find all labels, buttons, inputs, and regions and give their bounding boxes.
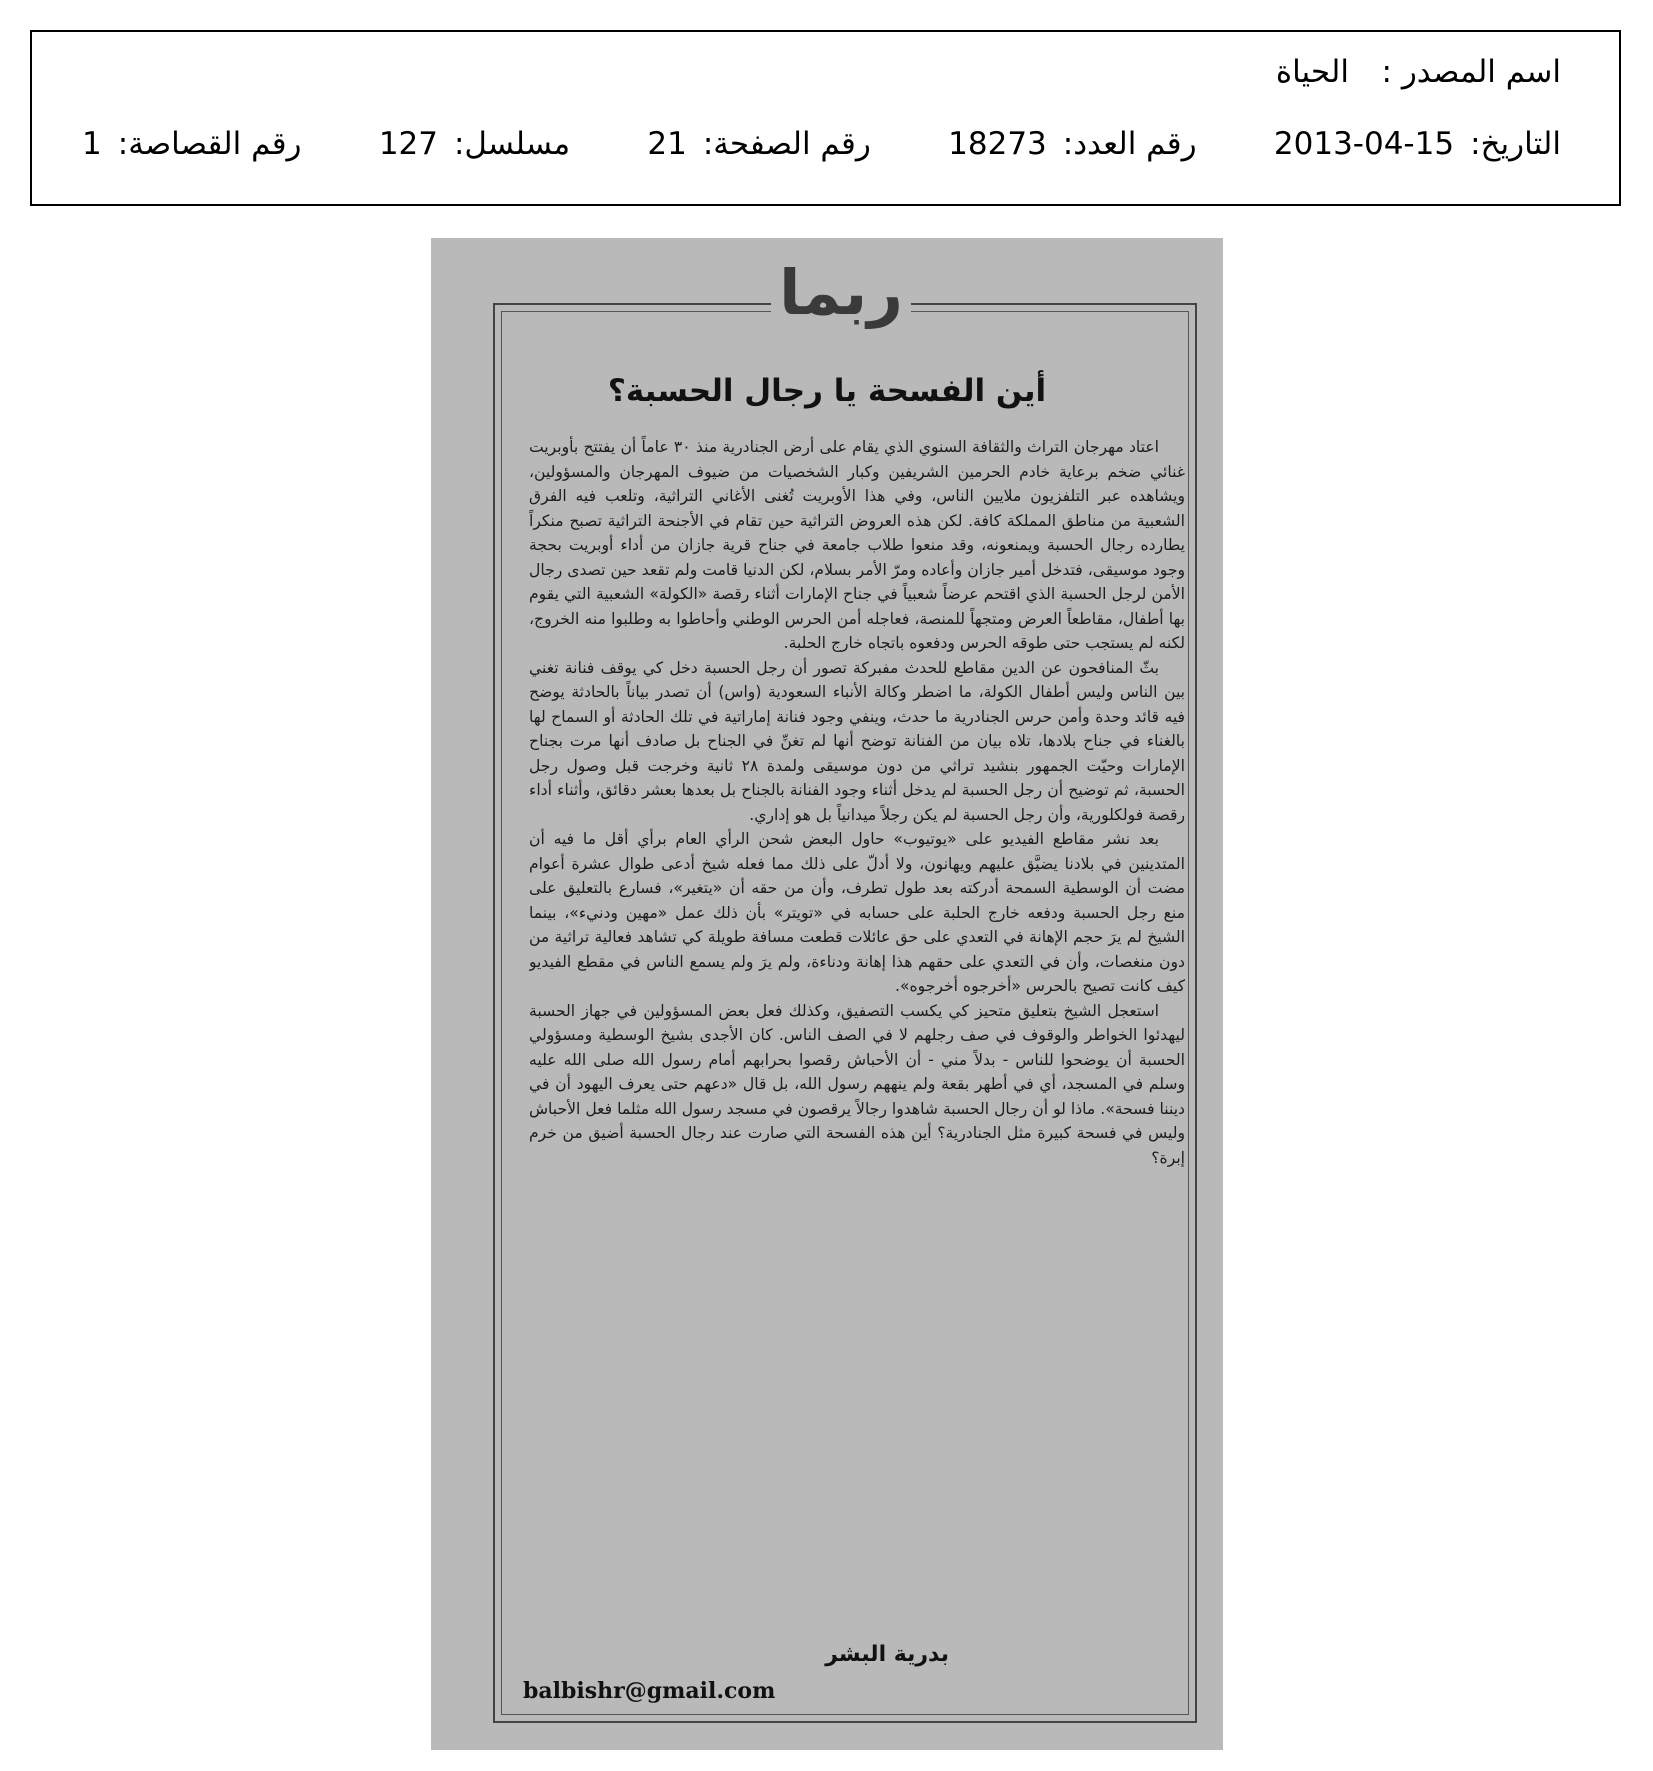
- author-email: balbishr@gmail.com: [523, 1678, 776, 1704]
- clip-number-field: [82, 126, 301, 162]
- page-field: [647, 126, 870, 162]
- source-row: [82, 54, 1561, 90]
- clip-number-label: رقم القصاصة:: [117, 126, 302, 162]
- source-value: الحياة: [1275, 54, 1349, 90]
- article-paragraph: استعجل الشيخ بتعليق متحيز كي يكسب التصفيق، وكذلك فعل بعض المسؤولين في جهاز الحسبة ليهدئوا الخواطر والوقوف في صف رجلهم لا في الصف الناس. كان الأجدى بشيخ الوسطية ومسؤولي الحسبة أن يوضحوا للناس - بدلاً مني - أن الأحباش رقصوا بحرابهم أمام رسول الله صلى الله عليه وسلم في المسجد، أي في أطهر بقعة ولم ينههم رسول الله، بل قال «دعهم حتى يعرف اليهود أن في ديننا فسحة». ماذا لو أن رجال الحسبة شاهدوا رجالاً يرقصون في مسجد رسول الله مثلما فعل الأحباش وليس في فسحة كبيرة مثل الجنادرية؟ أين هذه الفسحة التي صارت عند رجال الحسبة أضيق من خرم إبرة؟: [529, 1001, 1185, 1167]
- meta-row: [82, 126, 1561, 162]
- newspaper-clipping: [431, 238, 1223, 1750]
- serial-value: 127: [378, 126, 438, 162]
- article-body: [529, 435, 1185, 1615]
- article-headline: أين الفسحة يا رجال الحسبة؟: [607, 373, 1047, 409]
- article-paragraph: اعتاد مهرجان التراث والثقافة السنوي الذي يقام على أرض الجنادرية منذ ٣٠ عاماً أن يفتتح بأوبريت غنائي ضخم برعاية خادم الحرمين الشريفين وكبار الشخصيات من ضيوف المهرجان والمسؤولين، ويشاهده عبر التلفزيون ملايين الناس، وفي هذا الأوبريت تُغنى الأغاني التراثية، وتلعب فيه الفرق الشعبية من مناطق المملكة كافة. لكن هذه العروض التراثية حين تقام في الأجنحة التراثية تصبح منكراً يطارده رجال الحسبة ويمنعونه، وقد منعوا طلاب جامعة في جناح قرية جازان من أداء أوبريت بحجة وجود موسيقى، فتدخل أمير جازان وأعاده ومرّ الأمر بسلام، لكن الدنيا قامت ولم تقعد حين تصدى رجال الأمن لرجل الحسبة الذي اقتحم عرضاً شعبياً في جناح الإمارات أثناء رقصة «الكولة» الشعبية التي يقوم بها أطفال، مقاطعاً العرض ومتجهاً للمنصة، فعاجله أمن الحرس الوطني وأحاطوا به وطلبوا منه الخروج، لكنه لم يستجب حتى طوقه الحرس ودفعوه باتجاه خارج الحلبة.: [529, 438, 1185, 652]
- author-name: بدرية البشر: [825, 1642, 949, 1667]
- page-value: 21: [647, 126, 687, 162]
- article-paragraph: بثّ المنافحون عن الدين مقاطع للحدث مفبركة تصور أن رجل الحسبة دخل كي يوقف فنانة تغني بين الناس وليس أطفال الكولة، ما اضطر وكالة الأنباء السعودية (واس) أن تصدر بياناً بالحادثة يوضح فيه قائد وحدة وأمن حرس الجنادرية ما حدث، وينفي وجود فنانة إماراتية في تلك الحادثة أو السماح لها بالغناء في جناح بلادها، تلاه بيان من الفنانة توضح أنها لم تغنِّ في الجناح بل صادف أنها مرت بجناح الإمارات وحيّت الجمهور بنشيد تراثي من دون موسيقى ولمدة ٢٨ ثانية وخرجت قبل وصول رجل الحسبة، ثم توضيح أن رجل الحسبة لم يدخل أثناء وجود الفنانة بالجناح بل بعدها بعشر دقائق، وأثناء أداء رقصة فولكلورية، وأن رجل الحسبة لم يكن رجلاً ميدانياً بل هو إداري.: [529, 658, 1185, 824]
- issue-label: رقم العدد:: [1062, 126, 1197, 162]
- issue-field: [948, 126, 1196, 162]
- clipping-info-box: [30, 30, 1621, 206]
- source-label: اسم المصدر :: [1381, 54, 1561, 90]
- date-field: [1274, 126, 1561, 162]
- serial-label: مسلسل:: [453, 126, 571, 162]
- clip-number-value: 1: [82, 126, 102, 162]
- date-label: التاريخ:: [1470, 126, 1561, 162]
- article-paragraph: بعد نشر مقاطع الفيديو على «يوتيوب» حاول البعض شحن الرأي العام برأي أقل ما فيه أن المتدينين في بلادنا يضيَّق عليهم ويهانون، ولا أدلّ على ذلك مما فعله شيخ أدعى طوال عشرة أعوام مضت أن الوسطية السمحة أدركته بعد طول تطرف، وأن من حقه أن «يتغير»، فسارع بالتعليق على منع رجل الحسبة ودفعه خارج الحلبة على حسابه في «تويتر» بأن ذلك عمل «مهين ودنيء»، بينما الشيخ لم يرَ حجم الإهانة في التعدي على حق عائلات قطعت مسافة طويلة كي تشاهد فعالية تراثية من دون منغصات، وأن في التعدي على حقهم هذا إهانة ودناءة، ولم يرَ ولم يسمع الناس في مقطع الفيديو كيف كانت تصيح بالحرس «أخرجوه أخرجوه».: [529, 830, 1185, 995]
- column-name-logo: ربما: [771, 256, 911, 330]
- page-label: رقم الصفحة:: [702, 126, 871, 162]
- date-value: 2013-04-15: [1273, 126, 1455, 162]
- serial-field: [379, 126, 570, 162]
- issue-value: 18273: [948, 126, 1047, 162]
